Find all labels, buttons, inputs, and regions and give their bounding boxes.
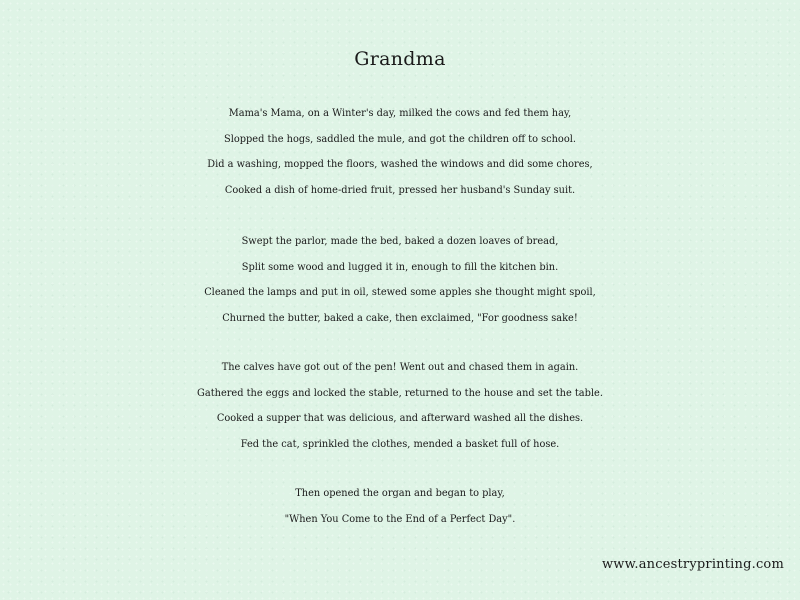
poem-line: Churned the butter, baked a cake, then exclaimed, "For goodness sake! bbox=[222, 312, 578, 324]
poem-line: Cooked a dish of home-dried fruit, pressed her husband's Sunday suit. bbox=[224, 184, 576, 196]
poem-line: Fed the cat, sprinkled the clothes, mended a basket full of hose. bbox=[240, 438, 560, 450]
poem-line: Did a washing, mopped the floors, washed the windows and did some chores, bbox=[207, 159, 593, 170]
stanza-2 bbox=[0, 229, 800, 331]
stanza-3 bbox=[0, 355, 800, 457]
poem-line: Mama's Mama, on a Winter's day, milked the cows and fed them hay, bbox=[228, 108, 572, 119]
poem-line: Cleaned the lamps and put in oil, stewed some apples she thought might spoil, bbox=[204, 287, 596, 298]
poem-line: Swept the parlor, made the bed, baked a dozen loaves of bread, bbox=[241, 236, 559, 247]
poem-line: The calves have got out of the pen! Went out and chased them in again. bbox=[221, 362, 579, 373]
poem-line: Slopped the hogs, saddled the mule, and got the children off to school. bbox=[224, 133, 576, 145]
stanza-1 bbox=[0, 101, 800, 203]
stanza-4 bbox=[0, 481, 800, 532]
poem-line: Then opened the organ and began to play, bbox=[295, 488, 505, 499]
poem-line: "When You Come to the End of a Perfect Day". bbox=[284, 513, 516, 525]
poem-line: Split some wood and lugged it in, enough to fill the kitchen bin. bbox=[241, 261, 559, 273]
poem-line: Cooked a supper that was delicious, and afterward washed all the dishes. bbox=[216, 413, 584, 424]
website-url: www.ancestryprinting.com bbox=[601, 557, 784, 572]
poem-line: Gathered the eggs and locked the stable, returned to the house and set the table. bbox=[197, 387, 603, 399]
poem-title: Grandma bbox=[354, 48, 446, 70]
